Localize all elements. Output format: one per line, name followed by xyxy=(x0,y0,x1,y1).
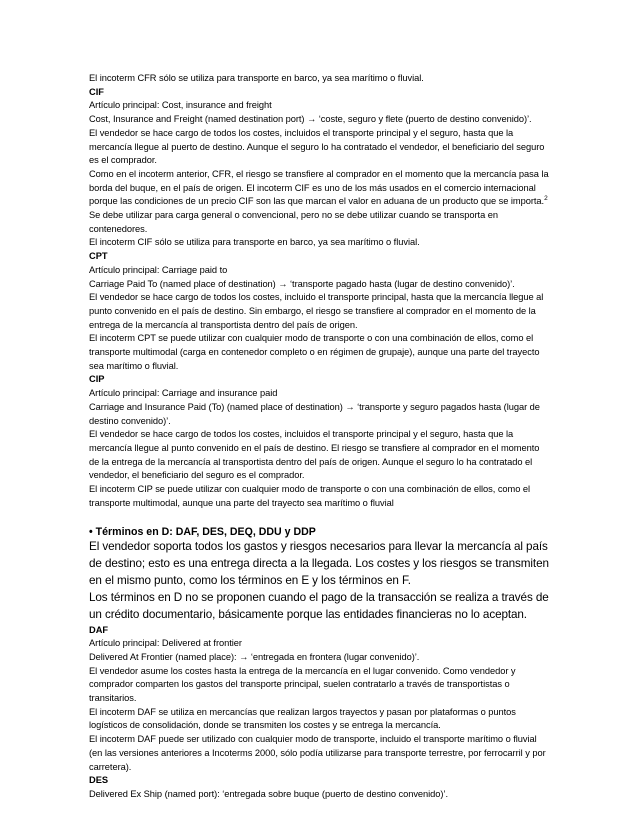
cif-paragraph: El vendedor se hace cargo de todos los costes, incluidos el transporte principal y el seguro, hasta que la mercancía llegue al puerto de destino. Aunque el seguro lo ha contratado el vendedor, el beneficiario del seguro es el comprador. xyxy=(89,127,545,166)
cpt-heading: CPT xyxy=(89,251,108,262)
cif-risk-text: Como en el incoterm anterior, CFR, el riesgo se transfiere al comprador en el momento que la mercancía pasa la borda del buque, en el país de origen. El incoterm CIF es uno de los más usados en el comercio internacional porque las condiciones de un precio CIF son las que marcan el valor en aduana de un producto que se importa. xyxy=(89,168,549,207)
cif-main-article: Artículo principal: Cost, insurance and freight xyxy=(89,100,272,111)
bullet-icon: • xyxy=(89,525,93,538)
cpt-paragraph: El incoterm CPT se puede utilizar con cualquier modo de transporte o con una combinación de ellos, como el transporte multimodal (carga en contenedor completo o en régimen de grupaje), aunque una parte del trayecto sea marítimo o fluvial. xyxy=(89,333,540,371)
group-d-intro: Los términos en D no se proponen cuando el pago de la transacción se realiza a través de un crédito documentario, básicamente porque las entidades financieras no lo aceptan. xyxy=(89,590,549,621)
daf-main-article: Artículo principal: Delivered at frontier xyxy=(89,638,242,649)
cif-heading: CIF xyxy=(89,86,104,97)
daf-paragraph: El incoterm DAF se utiliza en mercancías que realizan largos trayectos y pasan por plataformas o puntos logísticos de consolidación, donde se transmiten los costes y se entrega la mercancía. xyxy=(89,706,516,731)
des-definition: Delivered Ex Ship (named port): ‘entregada sobre buque (puerto de destino convenido)’. xyxy=(89,788,449,799)
cpt-definition: Carriage Paid To (named place of destination) → ‘transporte pagado hasta (lugar de destino convenido)’. xyxy=(89,278,515,289)
section-spacer xyxy=(89,511,551,525)
daf-definition: Delivered At Frontier (named place): → ‘entregada en frontera (lugar convenido)’. xyxy=(89,651,420,662)
cip-heading: CIP xyxy=(89,374,105,385)
cip-paragraph: El vendedor se hace cargo de todos los costes, incluidos el transporte principal y el seguro, hasta que la mercancía llegue al punto convenido en el país de destino. El riesgo se transfiere al comprador en el momento de la entrega de la mercancía al transportista dentro del país de origen. Aunque el seguro lo ha contratado el vendedor, el beneficiario del seguro es el comprador. xyxy=(89,429,540,481)
cpt-paragraph: El vendedor se hace cargo de todos los costes, incluido el transporte principal, hasta que la mercancía llegue al punto convenido en el país de destino. Sin embargo, el riesgo se transfiere al comprador en el momento de la entrega de la mercancía al transportista dentro del país de origen. xyxy=(89,292,544,330)
cip-definition: Carriage and Insurance Paid (To) (named place of destination) → ‘transporte y seguro pagados hasta (lugar de destino convenido)’. xyxy=(89,401,540,426)
cip-paragraph: El incoterm CIP se puede utilizar con cualquier modo de transporte o con una combinación de ellos, como el transporte multimodal, aunque una parte del trayecto sea marítimo o fluvial xyxy=(89,484,531,508)
daf-paragraph: El vendedor asume los costes hasta la entrega de la mercancía en el lugar convenido. Como vendedor y comprador comparten los gastos del transporte principal, suelen contratarlo a través de transportistas o transitarios. xyxy=(89,665,516,704)
des-heading: DES xyxy=(89,775,109,786)
cif-container-text: Se debe utilizar para carga general o convencional, pero no se debe utilizar cuando se transporta en contenedores. xyxy=(89,210,498,234)
group-d-title: Términos en D: DAF, DES, DEQ, DDU y DDP xyxy=(95,525,316,538)
daf-heading: DAF xyxy=(89,624,109,635)
cpt-main-article: Artículo principal: Carriage paid to xyxy=(89,264,228,275)
group-d-intro: El vendedor soporta todos los gastos y riesgos necesarios para llevar la mercancía al país de destino; esto es una entrega directa a la llegada. Los costes y los riesgos se transmiten en el mismo punto, como los términos en E y los términos en F. xyxy=(89,540,549,587)
cfr-closing-paragraph: El incoterm CFR sólo se utiliza para transporte en barco, ya sea marítimo o fluvial. xyxy=(89,73,424,83)
cif-definition: Cost, Insurance and Freight (named destination port) → ‘coste, seguro y flete (puerto de destino convenido)’. xyxy=(89,114,532,125)
cif-paragraph: El incoterm CIF sólo se utiliza para transporte en barco, ya sea marítimo o fluvial. xyxy=(89,237,420,248)
footnote-reference[interactable]: 2 xyxy=(544,195,548,203)
daf-paragraph: El incoterm DAF puede ser utilizado con cualquier modo de transporte, incluido el transporte marítimo o fluvial (en las versiones anteriores a Incoterms 2000, sólo podía utilizarse para transporte terrestre, por ferrocarril y por carretera). xyxy=(89,734,546,772)
cif-paragraph xyxy=(89,168,551,237)
document-page xyxy=(89,72,551,802)
group-d-heading xyxy=(89,525,551,540)
cip-main-article: Artículo principal: Carriage and insurance paid xyxy=(89,388,278,399)
